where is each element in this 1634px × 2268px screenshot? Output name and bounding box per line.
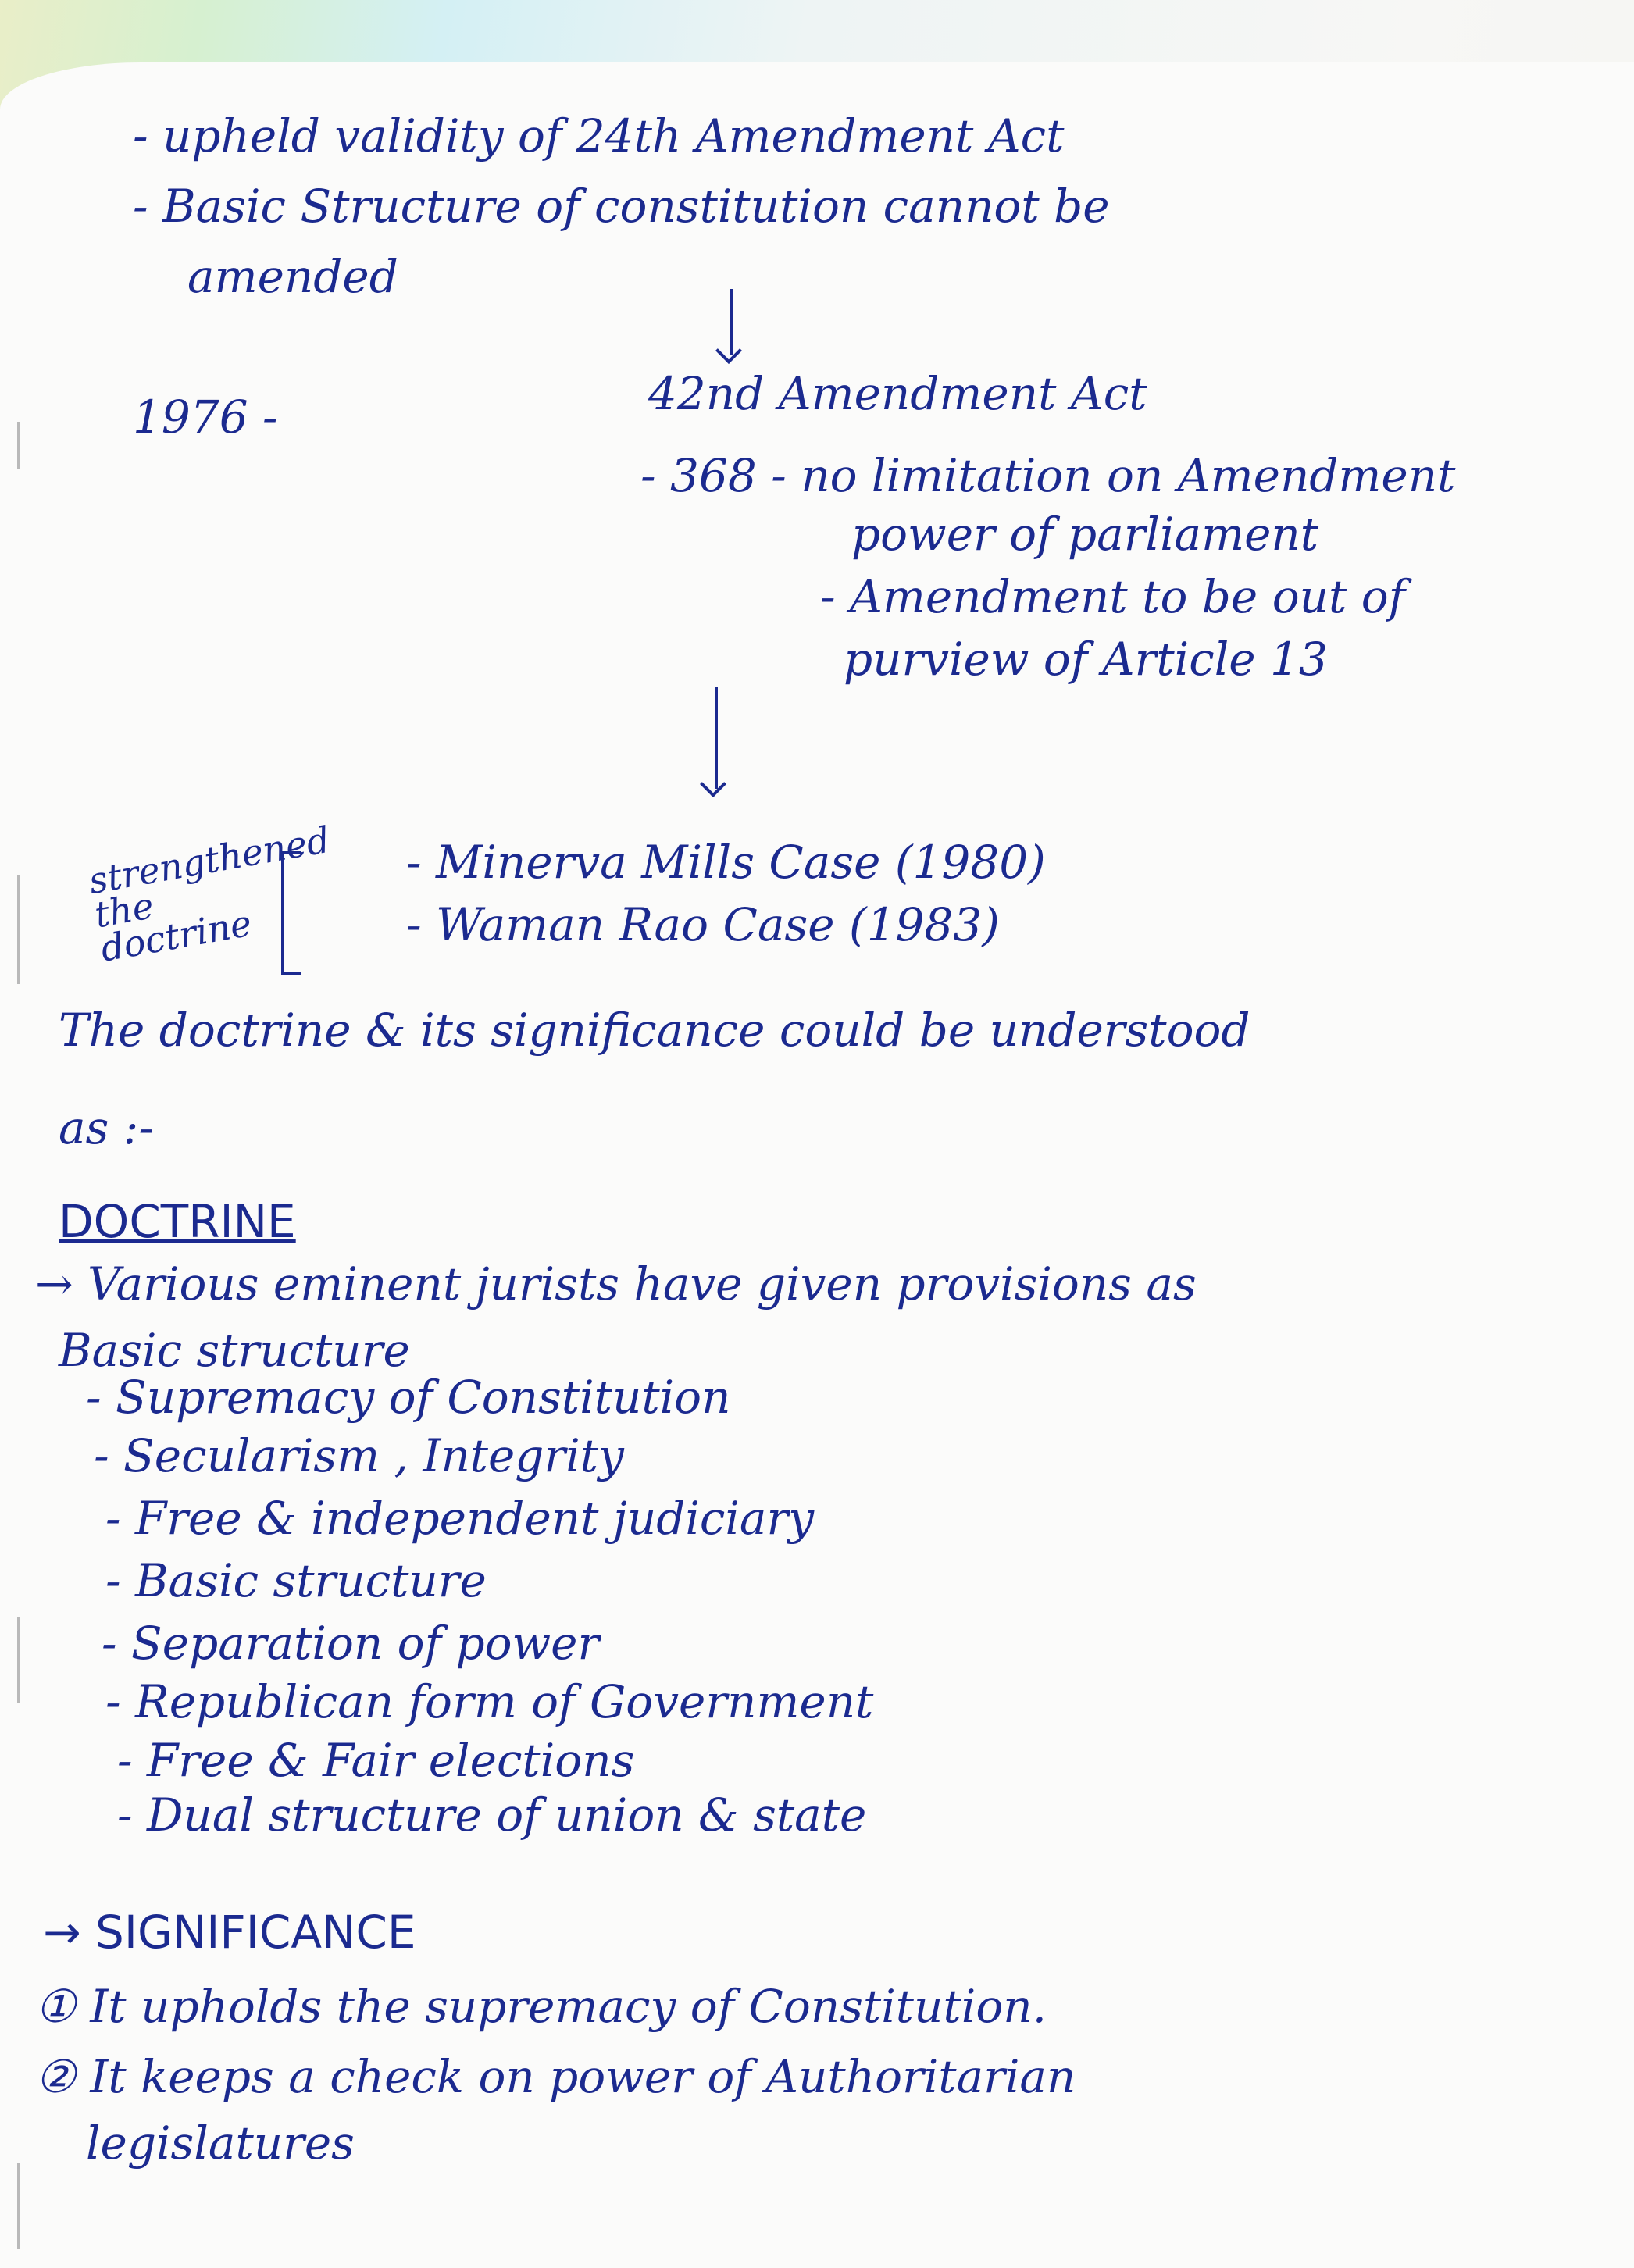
note-line: amended [187,250,398,303]
note-line: → Various eminent jurists have given provisions as [35,1257,1197,1311]
down-arrow-icon [715,687,718,789]
down-arrow-icon [730,289,733,355]
doctrine-item: - Free & independent judiciary [105,1492,814,1545]
doctrine-heading: DOCTRINE [59,1195,296,1248]
note-line: - upheld validity of 24th Amendment Act [133,109,1065,162]
bracket [281,851,301,975]
margin-mark [17,422,20,469]
note-line: power of parliament [851,508,1319,561]
note-line: - Basic Structure of constitution cannot be [133,180,1110,233]
doctrine-item: - Free & Fair elections [117,1734,635,1787]
year-label: 1976 - [133,390,278,444]
doctrine-item: - Supremacy of Constitution [86,1371,731,1424]
note-line: The doctrine & its significance could be understood [59,1004,1250,1057]
margin-mark [17,1617,20,1703]
doctrine-item: - Dual structure of union & state [117,1788,867,1842]
case-line: - Minerva Mills Case (1980) [406,836,1046,889]
note-line: - Amendment to be out of [820,570,1406,623]
case-line: - Waman Rao Case (1983) [406,898,1000,951]
side-note: strengthened the doctrine [85,818,334,970]
margin-mark [17,2163,20,2249]
note-line: - 368 - no limitation on Amendment [640,449,1456,502]
significance-point: legislatures [86,2116,355,2170]
margin-mark [17,875,20,984]
significance-point: ② It keeps a check on power of Authoritarian [35,2050,1076,2103]
note-line: purview of Article 13 [844,633,1328,686]
note-line: as :- [59,1101,154,1154]
doctrine-item: - Secularism , Integrity [94,1429,624,1482]
doctrine-item: - Republican form of Government [105,1675,874,1728]
significance-point: ① It upholds the supremacy of Constitution. [35,1980,1047,2033]
doctrine-item: - Basic structure [105,1554,487,1607]
significance-heading: → SIGNIFICANCE [43,1906,416,1959]
doctrine-item: - Separation of power [102,1617,600,1670]
note-line: 42nd Amendment Act [648,367,1147,420]
note-line: Basic structure [59,1324,410,1377]
